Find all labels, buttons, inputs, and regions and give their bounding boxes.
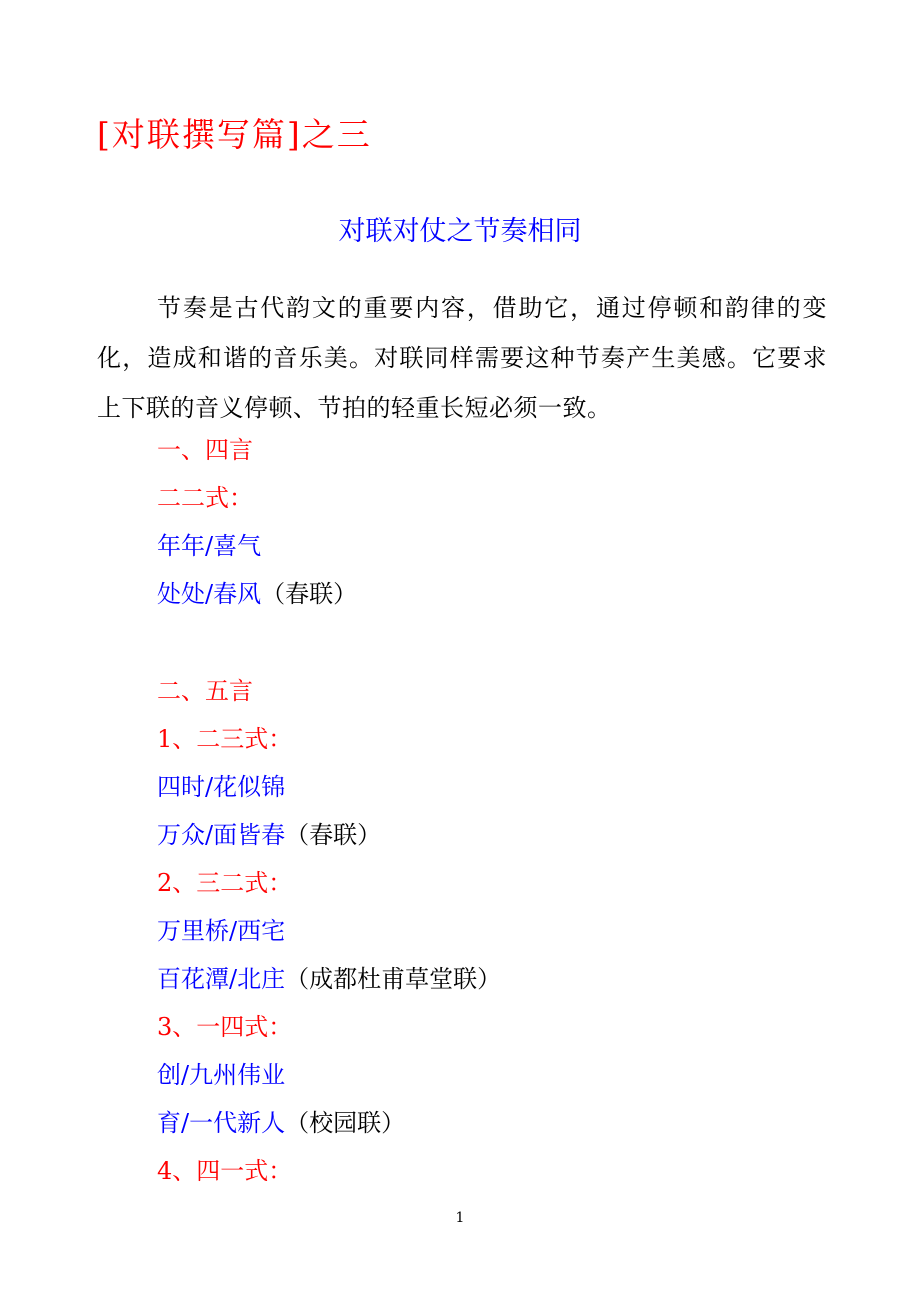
couplet-first-line: 创/九州伟业 xyxy=(157,1061,286,1089)
couplet-second-line-row xyxy=(157,1106,405,1140)
couplet-second-line: 百花潭/北庄 xyxy=(157,965,286,993)
section-heading-five-char: 二、五言 xyxy=(157,677,253,705)
section-heading-four-char: 一、四言 xyxy=(157,436,253,464)
pattern-label: 1、二三式： xyxy=(157,725,293,753)
document-title: [对联撰写篇]之三 xyxy=(97,115,372,154)
pattern-label: 4、四一式： xyxy=(157,1157,293,1185)
couplet-second-line: 育/一代新人 xyxy=(157,1109,286,1137)
couplet-first-line: 四时/花似锦 xyxy=(157,773,286,801)
pattern-label: 3、一四式： xyxy=(157,1013,293,1041)
couplet-first-line: 年年/喜气 xyxy=(157,532,262,560)
couplet-source-note: （春联） xyxy=(285,821,382,849)
pattern-label: 二二式： xyxy=(157,484,253,512)
couplet-second-line-row xyxy=(157,577,357,611)
couplet-first-line: 万里桥/西宅 xyxy=(157,917,286,945)
couplet-second-line-row xyxy=(157,962,501,996)
section-subtitle: 对联对仗之节奏相同 xyxy=(338,216,582,247)
page-number: 1 xyxy=(455,1210,465,1226)
couplet-second-line: 处处/春风 xyxy=(157,580,262,608)
intro-paragraph: 节奏是古代韵文的重要内容，借助它，通过停顿和韵律的变化，造成和谐的音乐美。对联同样需要这种节奏产生美感。它要求上下联的音义停顿、节拍的轻重长短必须一致。 xyxy=(97,294,827,422)
couplet-source-note: （校园联） xyxy=(285,1109,406,1137)
couplet-second-line-row xyxy=(157,818,381,852)
couplet-source-note: （春联） xyxy=(261,580,358,608)
pattern-label: 2、三二式： xyxy=(157,869,293,897)
couplet-source-note: （成都杜甫草堂联） xyxy=(285,965,502,993)
couplet-second-line: 万众/面皆春 xyxy=(157,821,286,849)
